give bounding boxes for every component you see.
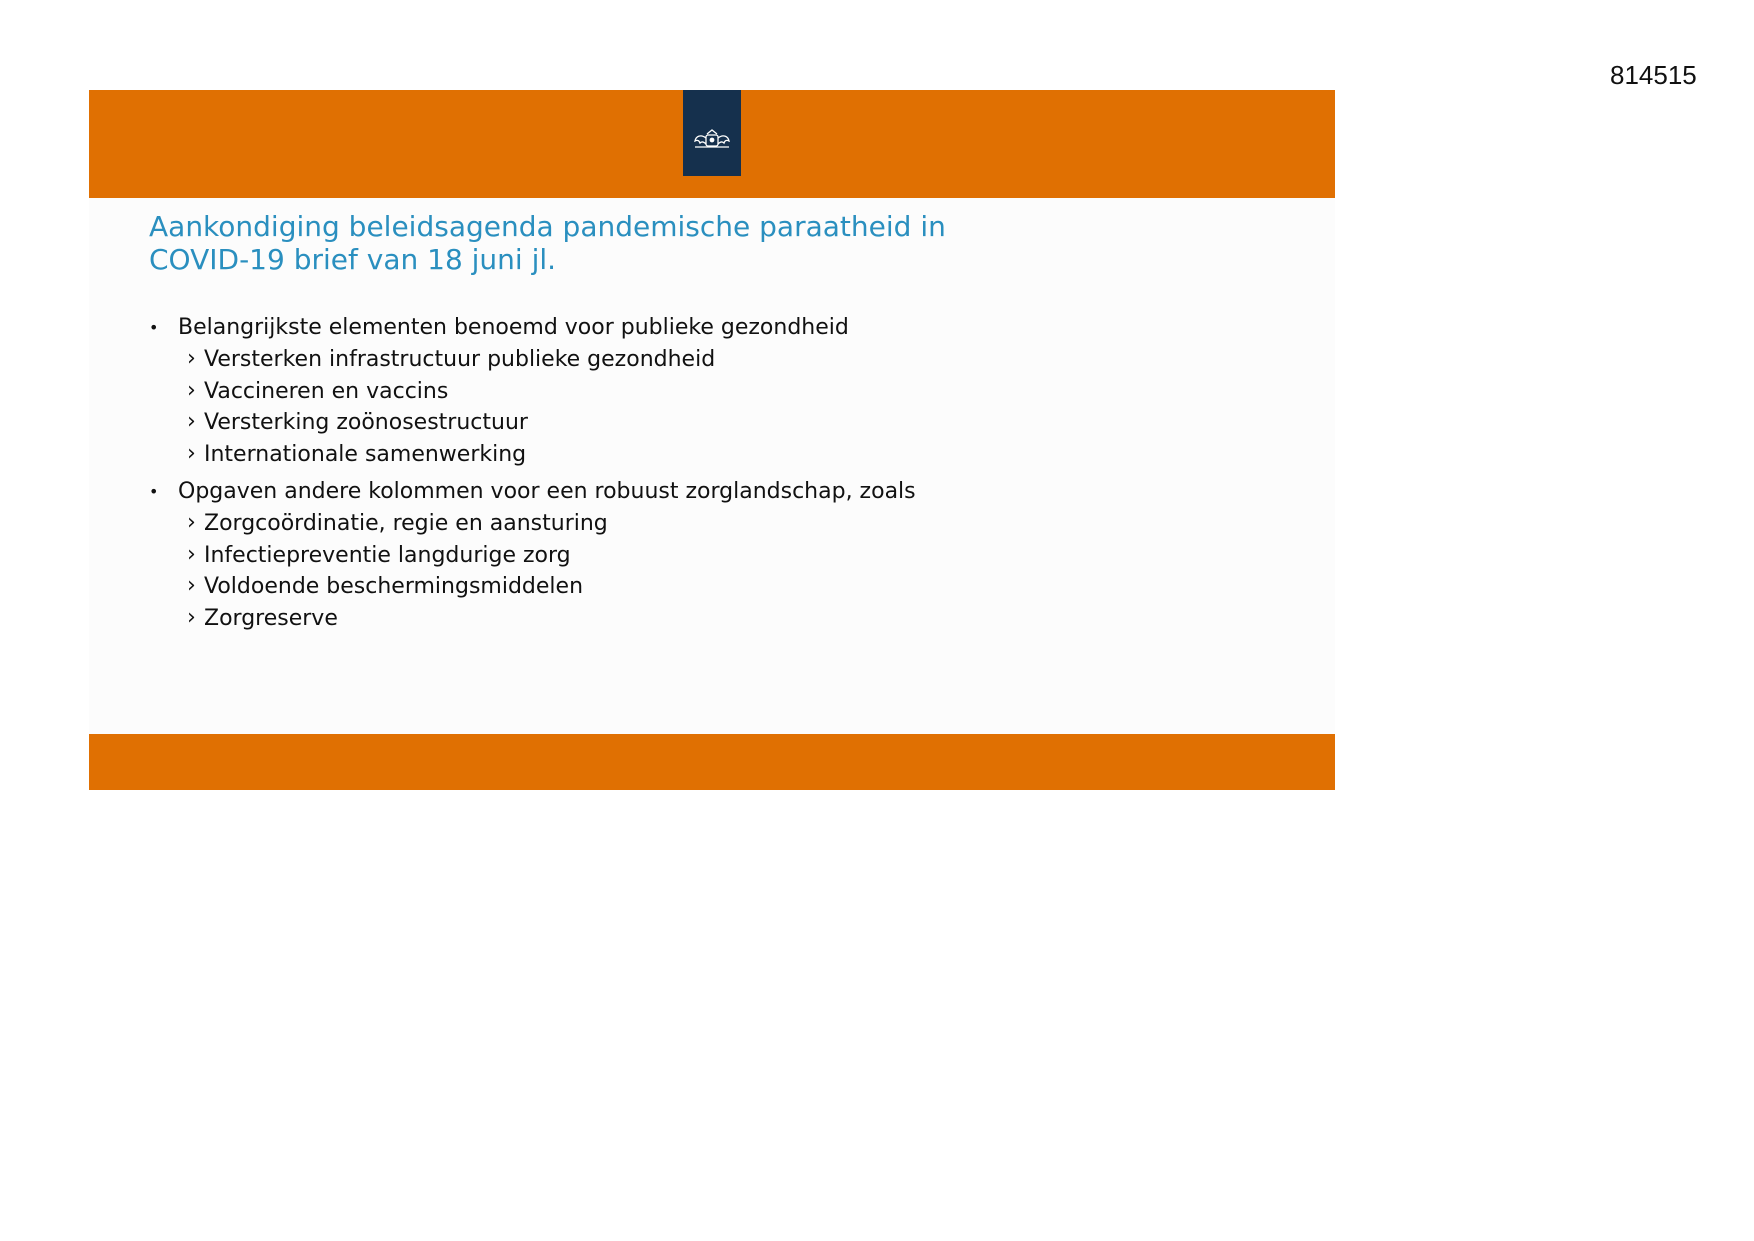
chevron-right-icon: › <box>187 604 196 630</box>
chevron-right-icon: › <box>187 377 196 403</box>
document-number: 814515 <box>1610 60 1697 90</box>
chevron-right-icon: › <box>187 573 196 598</box>
sub-item <box>149 603 1249 635</box>
sub-item <box>149 508 1249 540</box>
bullet-dot-icon: • <box>149 482 159 501</box>
government-logo <box>683 90 741 176</box>
sub-item-text: Versterking zoönosestructuur <box>204 410 528 435</box>
bullet-item <box>149 476 1249 508</box>
chevron-right-icon: › <box>187 440 196 466</box>
royal-coat-of-arms-icon <box>691 128 733 150</box>
sub-item-text: Zorgcoördinatie, regie en aansturing <box>204 511 608 536</box>
chevron-right-icon: › <box>187 510 196 535</box>
chevron-right-icon: › <box>187 346 196 371</box>
slide-content <box>149 312 1249 640</box>
chevron-right-icon: › <box>187 541 196 567</box>
bullet-dot-icon: • <box>149 318 159 337</box>
slide-title-line: COVID-19 brief van 18 juni jl. <box>149 243 557 276</box>
sub-item <box>149 540 1249 572</box>
sub-item-text: Internationale samenwerking <box>204 441 527 467</box>
sub-item <box>149 344 1249 376</box>
sub-item-text: Voldoende beschermingsmiddelen <box>204 574 584 599</box>
slide-header-bar <box>89 90 1335 198</box>
sub-item-text: Versterken infrastructuur publieke gezondheid <box>204 347 716 372</box>
bullet-item <box>149 312 1249 344</box>
sub-list <box>149 508 1249 634</box>
sub-item <box>149 407 1249 439</box>
sub-item <box>149 376 1249 408</box>
slide-footer-bar <box>89 734 1335 790</box>
bullet-text: Opgaven andere kolommen voor een robuust zorglandschap, zoals <box>178 479 916 504</box>
sub-list <box>149 344 1249 470</box>
sub-item <box>149 439 1249 471</box>
sub-item <box>149 571 1249 603</box>
slide-title-line: Aankondiging beleidsagenda pandemische paraatheid in <box>149 210 946 243</box>
sub-item-text: Zorgreserve <box>204 605 338 631</box>
chevron-right-icon: › <box>187 409 196 434</box>
slide <box>89 90 1335 790</box>
sub-item-text: Vaccineren en vaccins <box>204 378 449 404</box>
sub-item-text: Infectiepreventie langdurige zorg <box>204 542 571 568</box>
bullet-text: Belangrijkste elementen benoemd voor publieke gezondheid <box>178 315 849 340</box>
slide-title <box>149 210 1149 276</box>
